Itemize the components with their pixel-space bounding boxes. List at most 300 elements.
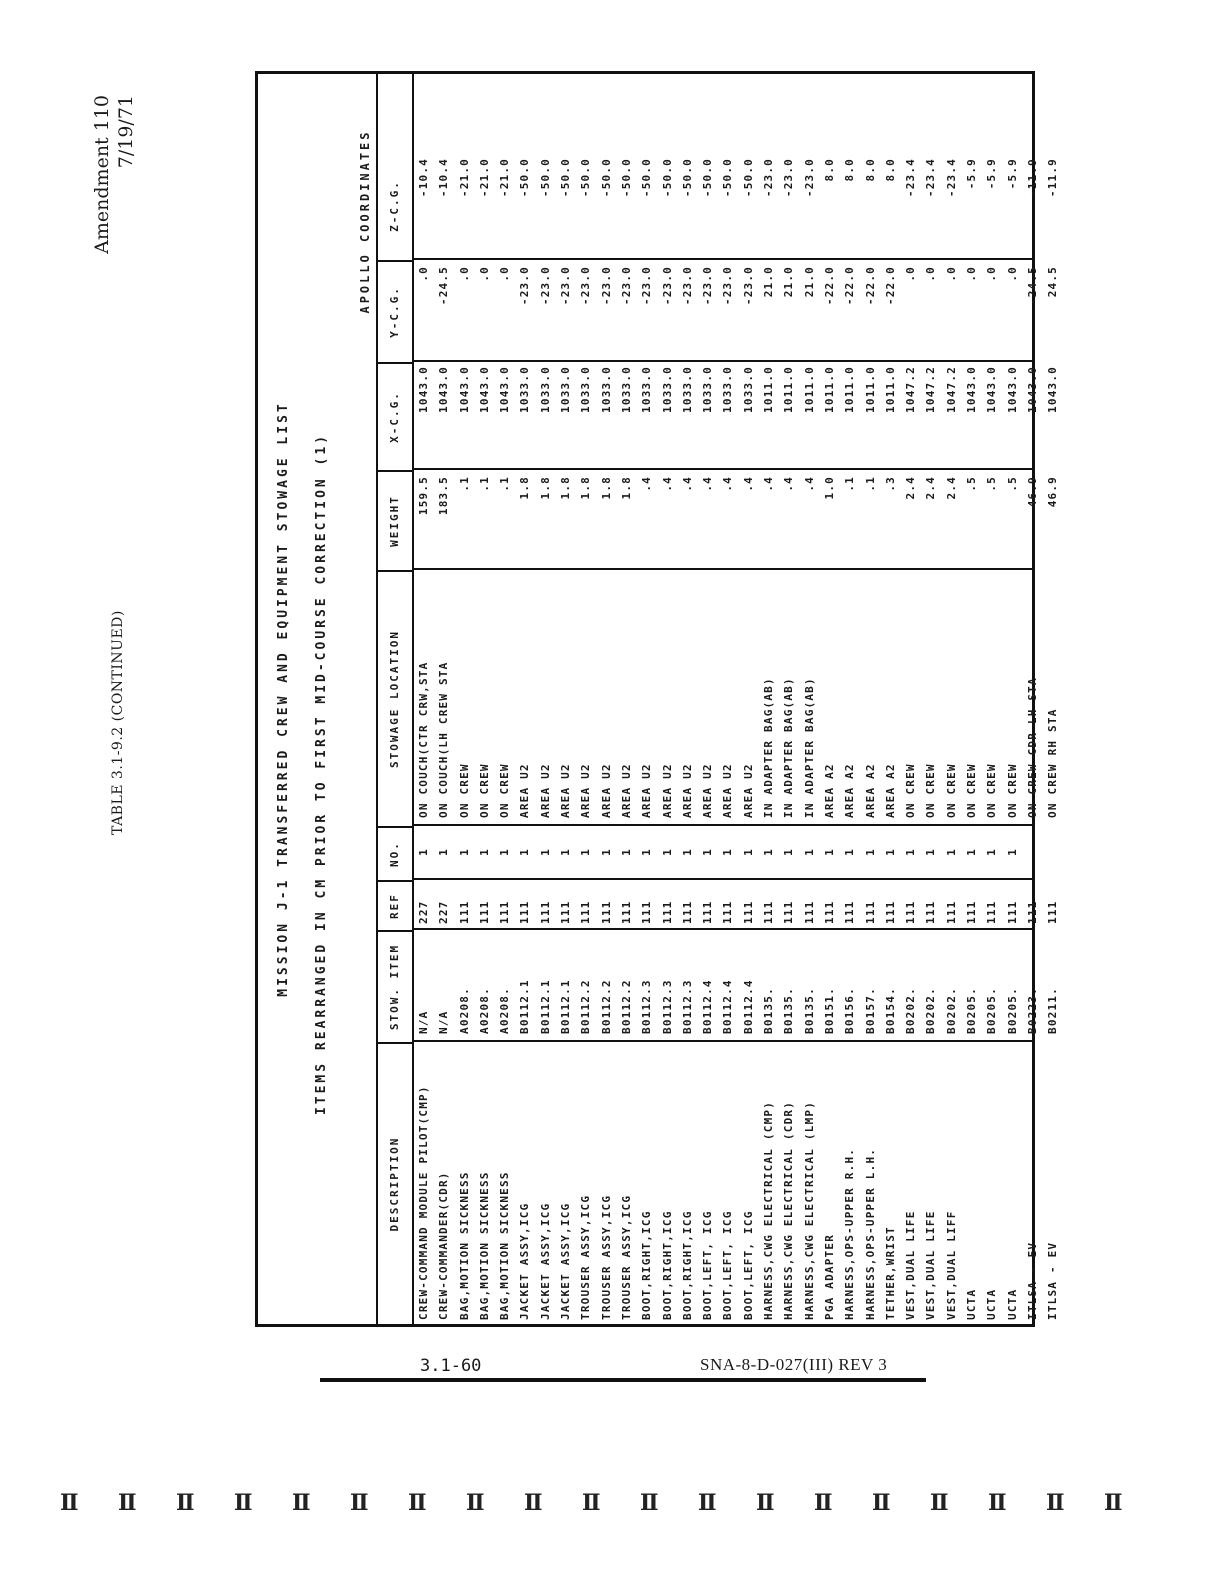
table-row [901, 74, 921, 1324]
row-ref: 111 [944, 900, 958, 924]
row-y-cg: -23.0 [538, 266, 552, 306]
row-no: 1 [1005, 848, 1019, 856]
table-row [881, 74, 901, 1324]
row-stow-item: N/A [417, 1010, 430, 1034]
header-y-cg: Y-C.G. [378, 260, 412, 362]
row-stow-item: B0202. [904, 987, 918, 1034]
row-z-cg: -10.4 [417, 158, 430, 198]
row-z-cg: -21.0 [498, 158, 512, 198]
row-z-cg: 8.0 [822, 158, 836, 182]
row-stow-item: B0112.1 [518, 979, 532, 1034]
row-description: JACKET ASSY,ICG [559, 1202, 573, 1320]
row-weight: .4 [782, 476, 796, 492]
table-row [455, 74, 475, 1324]
row-location: AREA A2 [843, 763, 857, 818]
row-description: HARNESS,OPS-UPPER L.H. [863, 1147, 877, 1320]
row-ref: 227 [437, 900, 451, 924]
row-x-cg: 1011.0 [762, 366, 776, 413]
row-stow-item: N/A [437, 1010, 451, 1034]
row-stow-item: B0135. [802, 987, 816, 1034]
row-z-cg: -50.0 [721, 158, 735, 198]
table-title: MISSION J-1 TRANSFERRED CREW AND EQUIPMENT STOWAGE LIST [276, 401, 291, 997]
row-x-cg: 1033.0 [538, 366, 552, 413]
registration-mark: Ⅱ [814, 1490, 833, 1516]
row-y-cg: -23.0 [660, 266, 674, 306]
row-no: 1 [904, 848, 918, 856]
row-z-cg: -50.0 [599, 158, 613, 198]
row-no: 1 [965, 848, 979, 856]
row-x-cg: 1047.2 [944, 366, 958, 413]
row-y-cg: .0 [477, 266, 491, 282]
row-weight: .5 [1005, 476, 1019, 492]
row-weight: .1 [457, 476, 471, 492]
row-y-cg: .0 [965, 266, 979, 282]
document-number: SNA-8-D-027(III) REV 3 [700, 1355, 888, 1374]
row-z-cg: -50.0 [518, 158, 532, 198]
row-x-cg: 1011.0 [843, 366, 857, 413]
row-weight: .4 [721, 476, 735, 492]
row-no: 1 [579, 848, 593, 856]
row-x-cg: 1033.0 [721, 366, 735, 413]
row-weight: 2.4 [904, 476, 918, 500]
row-ref: 111 [619, 900, 633, 924]
row-y-cg: .0 [1005, 266, 1019, 282]
row-description: BOOT,RIGHT,ICG [680, 1210, 694, 1320]
row-ref: 111 [904, 900, 918, 924]
row-z-cg: 8.0 [863, 158, 877, 182]
row-z-cg: -23.0 [802, 158, 816, 198]
table-row [597, 74, 617, 1324]
row-stow-item: A0208. [498, 987, 512, 1034]
table-row [658, 74, 678, 1324]
row-ref: 111 [680, 900, 694, 924]
row-z-cg: -50.0 [741, 158, 755, 198]
row-location: AREA U2 [660, 763, 674, 818]
row-y-cg: -22.0 [822, 266, 836, 306]
row-stow-item: B0205. [985, 987, 999, 1034]
row-stow-item: B0205. [1005, 987, 1019, 1034]
header-description: DESCRIPTION [378, 1042, 412, 1324]
row-y-cg: -23.0 [579, 266, 593, 306]
row-ref: 111 [518, 900, 532, 924]
row-z-cg: -21.0 [457, 158, 471, 198]
header-weight: WEIGHT [378, 470, 412, 570]
row-weight: .5 [985, 476, 999, 492]
row-x-cg: 1043.0 [437, 366, 451, 413]
row-no: 1 [762, 848, 776, 856]
row-z-cg: -23.4 [924, 158, 938, 198]
row-weight: 2.4 [944, 476, 958, 500]
row-stow-item: B0151. [822, 987, 836, 1034]
row-ref: 111 [579, 900, 593, 924]
row-y-cg: 21.0 [762, 266, 776, 298]
row-no: 1 [457, 848, 471, 856]
row-weight: 183.5 [437, 476, 451, 516]
row-description: BOOT,RIGHT,ICG [640, 1210, 654, 1320]
stowage-table [255, 71, 1060, 1327]
row-ref: 111 [965, 900, 979, 924]
row-x-cg: 1011.0 [822, 366, 836, 413]
row-stow-item: B0154. [883, 987, 897, 1034]
row-z-cg: 8.0 [843, 158, 857, 182]
row-no: 1 [944, 848, 958, 856]
registration-mark: Ⅱ [756, 1490, 775, 1516]
row-ref: 227 [417, 900, 430, 924]
table-row [840, 74, 860, 1324]
row-stow-item: B0112.4 [721, 979, 735, 1034]
row-weight: 2.4 [924, 476, 938, 500]
row-location: IN ADAPTER BAG(AB) [782, 677, 796, 818]
row-no: 1 [883, 848, 897, 856]
row-y-cg: -22.0 [863, 266, 877, 306]
row-y-cg: -24.5 [437, 266, 451, 306]
row-no: 1 [924, 848, 938, 856]
row-location: AREA U2 [619, 763, 633, 818]
page-number-upright: 3.1-60 [420, 1356, 482, 1376]
row-description: HARNESS,CWG ELECTRICAL (CDR) [782, 1100, 796, 1320]
row-stow-item: B0135. [762, 987, 776, 1034]
row-weight: 46.9 [1046, 476, 1060, 508]
row-stow-item: B0112.2 [599, 979, 613, 1034]
row-ref: 111 [924, 900, 938, 924]
row-weight: .4 [680, 476, 694, 492]
row-stow-item: A0208. [477, 987, 491, 1034]
table-row [739, 74, 759, 1324]
row-weight: .1 [498, 476, 512, 492]
row-x-cg: 1043.0 [477, 366, 491, 413]
row-z-cg: -50.0 [680, 158, 694, 198]
amendment-label: Amendment 110 [91, 95, 113, 254]
row-ref: 111 [660, 900, 674, 924]
row-no: 1 [437, 848, 451, 856]
row-stow-item: B0135. [782, 987, 796, 1034]
row-description: BOOT,LEFT, ICG [741, 1210, 755, 1320]
row-ref: 111 [802, 900, 816, 924]
registration-mark: Ⅱ [60, 1490, 79, 1516]
row-no: 1 [802, 848, 816, 856]
row-x-cg: 1011.0 [863, 366, 877, 413]
row-no: 1 [417, 848, 430, 856]
row-no: 1 [741, 848, 755, 856]
registration-mark: Ⅱ [640, 1490, 659, 1516]
row-ref: 111 [762, 900, 776, 924]
table-row [576, 74, 596, 1324]
registration-mark: Ⅱ [1104, 1490, 1123, 1516]
table-body [414, 74, 1064, 1324]
row-y-cg: .0 [944, 266, 958, 282]
row-location: AREA U2 [599, 763, 613, 818]
row-y-cg: -22.0 [883, 266, 897, 306]
row-no: 1 [782, 848, 796, 856]
row-z-cg: -5.9 [1005, 158, 1019, 190]
row-weight: 1.8 [518, 476, 532, 500]
registration-mark: Ⅱ [350, 1490, 369, 1516]
table-row [698, 74, 718, 1324]
registration-mark: Ⅱ [292, 1490, 311, 1516]
table-row [536, 74, 556, 1324]
row-description: UCTA [985, 1288, 999, 1320]
row-ref: 111 [559, 900, 573, 924]
table-row [434, 74, 454, 1324]
row-weight: 1.8 [538, 476, 552, 500]
row-z-cg: -23.4 [944, 158, 958, 198]
row-z-cg: -5.9 [985, 158, 999, 190]
row-x-cg: 1011.0 [883, 366, 897, 413]
row-y-cg: .0 [457, 266, 471, 282]
row-z-cg: -50.0 [640, 158, 654, 198]
row-z-cg: -11.9 [1025, 158, 1039, 198]
row-description: PGA ADAPTER [822, 1233, 836, 1320]
row-description: JACKET ASSY,ICG [518, 1202, 532, 1320]
row-location: AREA U2 [680, 763, 694, 818]
row-y-cg: .0 [498, 266, 512, 282]
row-stow-item: B0202. [944, 987, 958, 1034]
table-row [495, 74, 515, 1324]
row-description: ITLSA - EV [1046, 1241, 1060, 1320]
row-description: TROUSER ASSY,ICG [619, 1194, 633, 1320]
row-z-cg: -50.0 [538, 158, 552, 198]
row-ref: 111 [498, 900, 512, 924]
row-description: HARNESS,OPS-UPPER R.H. [843, 1147, 857, 1320]
row-location: AREA U2 [701, 763, 715, 818]
rotated-table-sheet [91, 75, 1190, 1395]
row-description: HARNESS,CWG ELECTRICAL (LMP) [802, 1100, 816, 1320]
table-row [1023, 74, 1043, 1324]
row-x-cg: 1043.0 [965, 366, 979, 413]
row-location: AREA U2 [741, 763, 755, 818]
row-location: ON CREW [924, 763, 938, 818]
row-no: 1 [477, 848, 491, 856]
header-stow-item: STOW. ITEM [378, 930, 412, 1042]
header-no: NO. [378, 826, 412, 880]
row-y-cg: .0 [924, 266, 938, 282]
row-stow-item: B0112.1 [559, 979, 573, 1034]
row-weight: .1 [863, 476, 877, 492]
row-x-cg: 1043.0 [1005, 366, 1019, 413]
table-row [962, 74, 982, 1324]
row-weight: .4 [640, 476, 654, 492]
row-location: ON CREW [985, 763, 999, 818]
row-weight: 46.9 [1025, 476, 1039, 508]
row-weight: .4 [762, 476, 776, 492]
row-description: UCTA [965, 1288, 979, 1320]
row-x-cg: 1033.0 [660, 366, 674, 413]
registration-mark: Ⅱ [176, 1490, 195, 1516]
row-x-cg: 1033.0 [701, 366, 715, 413]
row-weight: .4 [701, 476, 715, 492]
row-no: 1 [498, 848, 512, 856]
row-description: UCTA [1005, 1288, 1019, 1320]
row-stow-item: B0112.3 [640, 979, 654, 1034]
row-no: 1 [680, 848, 694, 856]
registration-mark: Ⅱ [930, 1490, 949, 1516]
row-x-cg: 1033.0 [599, 366, 613, 413]
row-z-cg: -21.0 [477, 158, 491, 198]
row-y-cg: .0 [985, 266, 999, 282]
row-y-cg: -23.0 [680, 266, 694, 306]
row-location: ON CREW [944, 763, 958, 818]
column-header-row [376, 74, 414, 1324]
header-z-cg: Z-C.G. [388, 180, 401, 232]
table-row [921, 74, 941, 1324]
footer-rule [320, 1378, 926, 1382]
row-y-cg: -22.0 [843, 266, 857, 306]
registration-mark: Ⅱ [466, 1490, 485, 1516]
registration-mark: Ⅱ [582, 1490, 601, 1516]
table-row [617, 74, 637, 1324]
row-location: IN ADAPTER BAG(AB) [802, 677, 816, 818]
table-row [718, 74, 738, 1324]
row-stow-item: B0202. [924, 987, 938, 1034]
row-description: CREW-COMMAND MODULE PILOT(CMP) [417, 1085, 430, 1320]
amendment-date: 7/19/71 [115, 95, 137, 169]
row-location: AREA U2 [538, 763, 552, 818]
row-y-cg: -24.5 [1025, 266, 1039, 306]
row-description: VEST,DUAL LIFE [904, 1210, 918, 1320]
row-location: ON CREW [1005, 763, 1019, 818]
row-y-cg: -23.0 [518, 266, 532, 306]
row-z-cg: -50.0 [660, 158, 674, 198]
row-location: AREA U2 [518, 763, 532, 818]
row-z-cg: -11.9 [1046, 158, 1060, 198]
row-weight: .1 [477, 476, 491, 492]
row-weight: .1 [843, 476, 857, 492]
row-y-cg: -23.0 [619, 266, 633, 306]
row-y-cg: 21.0 [802, 266, 816, 298]
row-stow-item: B0205. [965, 987, 979, 1034]
registration-mark: Ⅱ [698, 1490, 717, 1516]
table-row [982, 74, 1002, 1324]
registration-mark: Ⅱ [872, 1490, 891, 1516]
row-no: 1 [619, 848, 633, 856]
row-location: AREA U2 [640, 763, 654, 818]
apollo-coordinates-label: APOLLO COORDINATES [358, 129, 372, 314]
row-weight: .3 [883, 476, 897, 492]
table-row [942, 74, 962, 1324]
row-location: ON COUCH(LH CREW STA [437, 661, 451, 818]
row-no: 1 [721, 848, 735, 856]
row-x-cg: 1043.0 [417, 366, 430, 413]
row-stow-item: B0211. [1046, 987, 1060, 1034]
row-x-cg: 1043.0 [498, 366, 512, 413]
row-no: 1 [599, 848, 613, 856]
row-x-cg: 1011.0 [782, 366, 796, 413]
registration-mark: Ⅱ [1046, 1490, 1065, 1516]
row-stow-item: B0156. [843, 987, 857, 1034]
row-z-cg: -23.0 [762, 158, 776, 198]
row-description: TROUSER ASSY,ICG [599, 1194, 613, 1320]
row-weight: 1.8 [579, 476, 593, 500]
row-stow-item: B0157. [863, 987, 877, 1034]
row-weight: .4 [802, 476, 816, 492]
row-x-cg: 1043.0 [1046, 366, 1060, 413]
header-x-cg: X-C.G. [378, 362, 412, 470]
table-caption: TABLE 3.1-9.2 (CONTINUED) [110, 610, 126, 835]
row-ref: 111 [701, 900, 715, 924]
row-stow-item: A0208. [457, 987, 471, 1034]
table-row [637, 74, 657, 1324]
row-location: AREA U2 [559, 763, 573, 818]
row-weight: 1.8 [619, 476, 633, 500]
row-stow-item: B0112.3 [680, 979, 694, 1034]
row-ref: 111 [863, 900, 877, 924]
row-weight: 159.5 [417, 476, 430, 516]
row-z-cg: -23.0 [782, 158, 796, 198]
row-description: BAG,MOTION SICKNESS [498, 1171, 512, 1320]
row-z-cg: -50.0 [579, 158, 593, 198]
row-ref: 111 [457, 900, 471, 924]
row-ref: 111 [883, 900, 897, 924]
table-row [779, 74, 799, 1324]
row-no: 1 [640, 848, 654, 856]
table-row [556, 74, 576, 1324]
row-z-cg: 8.0 [883, 158, 897, 182]
row-z-cg: -10.4 [437, 158, 451, 198]
row-x-cg: 1033.0 [640, 366, 654, 413]
row-ref: 111 [721, 900, 735, 924]
row-stow-item: B0223. [1025, 987, 1039, 1034]
row-location: IN ADAPTER BAG(AB) [762, 677, 776, 818]
row-no: 1 [863, 848, 877, 856]
row-y-cg: -23.0 [559, 266, 573, 306]
row-stow-item: B0112.2 [579, 979, 593, 1034]
row-description: TETHER,WRIST [883, 1226, 897, 1320]
row-no: 1 [822, 848, 836, 856]
row-description: BAG,MOTION SICKNESS [477, 1171, 491, 1320]
row-location: AREA U2 [579, 763, 593, 818]
row-ref: 111 [640, 900, 654, 924]
table-row [800, 74, 820, 1324]
row-ref: 111 [599, 900, 613, 924]
table-row [414, 74, 434, 1324]
row-no: 1 [518, 848, 532, 856]
row-y-cg: -23.0 [701, 266, 715, 306]
row-weight: 1.8 [599, 476, 613, 500]
row-ref: 111 [477, 900, 491, 924]
row-x-cg: 1047.2 [924, 366, 938, 413]
registration-mark: Ⅱ [524, 1490, 543, 1516]
row-location: ON CREW RH STA [1046, 708, 1060, 818]
header-ref: REF [378, 880, 412, 930]
amendment-block [90, 95, 138, 395]
row-description: BOOT,LEFT, ICG [721, 1210, 735, 1320]
table-subtitle: ITEMS REARRANGED IN CM PRIOR TO FIRST MID-COURSE CORRECTION (1) [314, 432, 329, 1116]
row-location: ON COUCH(CTR CRW,STA [417, 661, 430, 818]
row-x-cg: 1033.0 [741, 366, 755, 413]
row-description: BOOT,LEFT, ICG [701, 1210, 715, 1320]
row-location: ON CREW [498, 763, 512, 818]
table-row [1003, 74, 1023, 1324]
row-y-cg: .0 [417, 266, 430, 282]
row-description: VEST,DUAL LIFE [924, 1210, 938, 1320]
row-z-cg: -5.9 [965, 158, 979, 190]
row-weight: .5 [965, 476, 979, 492]
header-stowage-location: STOWAGE LOCATION [378, 570, 412, 826]
row-x-cg: 1043.0 [457, 366, 471, 413]
row-description: JACKET ASSY,ICG [538, 1202, 552, 1320]
row-x-cg: 1033.0 [619, 366, 633, 413]
row-location: ON CREW [457, 763, 471, 818]
table-row [861, 74, 881, 1324]
registration-mark: Ⅱ [408, 1490, 427, 1516]
row-ref: 111 [1046, 900, 1060, 924]
row-location: AREA U2 [721, 763, 735, 818]
row-x-cg: 1033.0 [518, 366, 532, 413]
row-description: BAG,MOTION SICKNESS [457, 1171, 471, 1320]
row-x-cg: 1033.0 [579, 366, 593, 413]
table-row [1043, 74, 1063, 1324]
row-z-cg: -50.0 [701, 158, 715, 198]
